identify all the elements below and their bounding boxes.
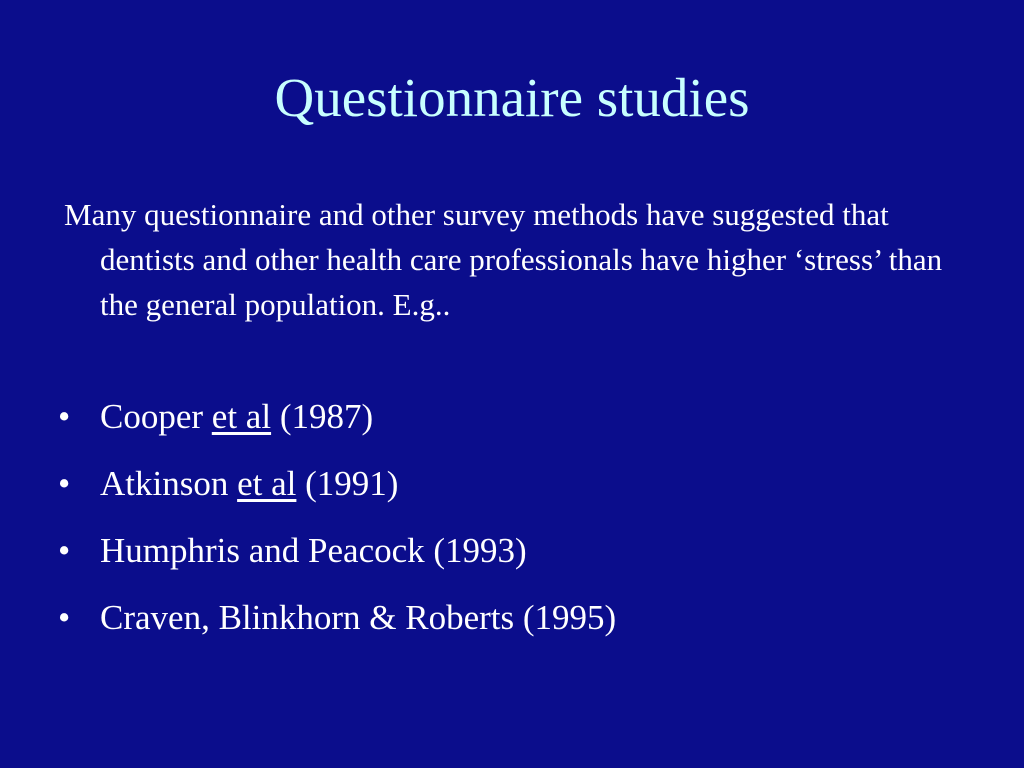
- reference-etal: et al: [211, 397, 272, 436]
- intro-paragraph: Many questionnaire and other survey methods have suggested that dentists and other health care professionals have higher ‘stress’ than the general population. E.g..: [64, 197, 943, 322]
- list-item: [58, 396, 978, 438]
- slide-title: Questionnaire studies: [274, 67, 750, 128]
- reference-author: Cooper: [100, 397, 204, 436]
- reference-list: [58, 396, 978, 664]
- reference-year: (1993): [433, 531, 527, 570]
- list-item: [58, 463, 978, 505]
- bullet-icon: •: [58, 598, 71, 637]
- reference-year: (1991): [305, 464, 399, 503]
- bullet-icon: •: [58, 464, 71, 503]
- reference-author: Humphris and Peacock: [100, 531, 425, 570]
- list-item: [58, 530, 978, 572]
- reference-year: (1995): [522, 598, 617, 637]
- bullet-icon: •: [58, 397, 71, 436]
- reference-etal: et al: [237, 464, 297, 503]
- list-item: [58, 597, 978, 639]
- reference-author: Craven, Blinkhorn & Roberts: [100, 598, 515, 637]
- reference-year: (1987): [279, 397, 374, 436]
- bullet-icon: •: [58, 531, 71, 570]
- reference-author: Atkinson: [100, 464, 229, 503]
